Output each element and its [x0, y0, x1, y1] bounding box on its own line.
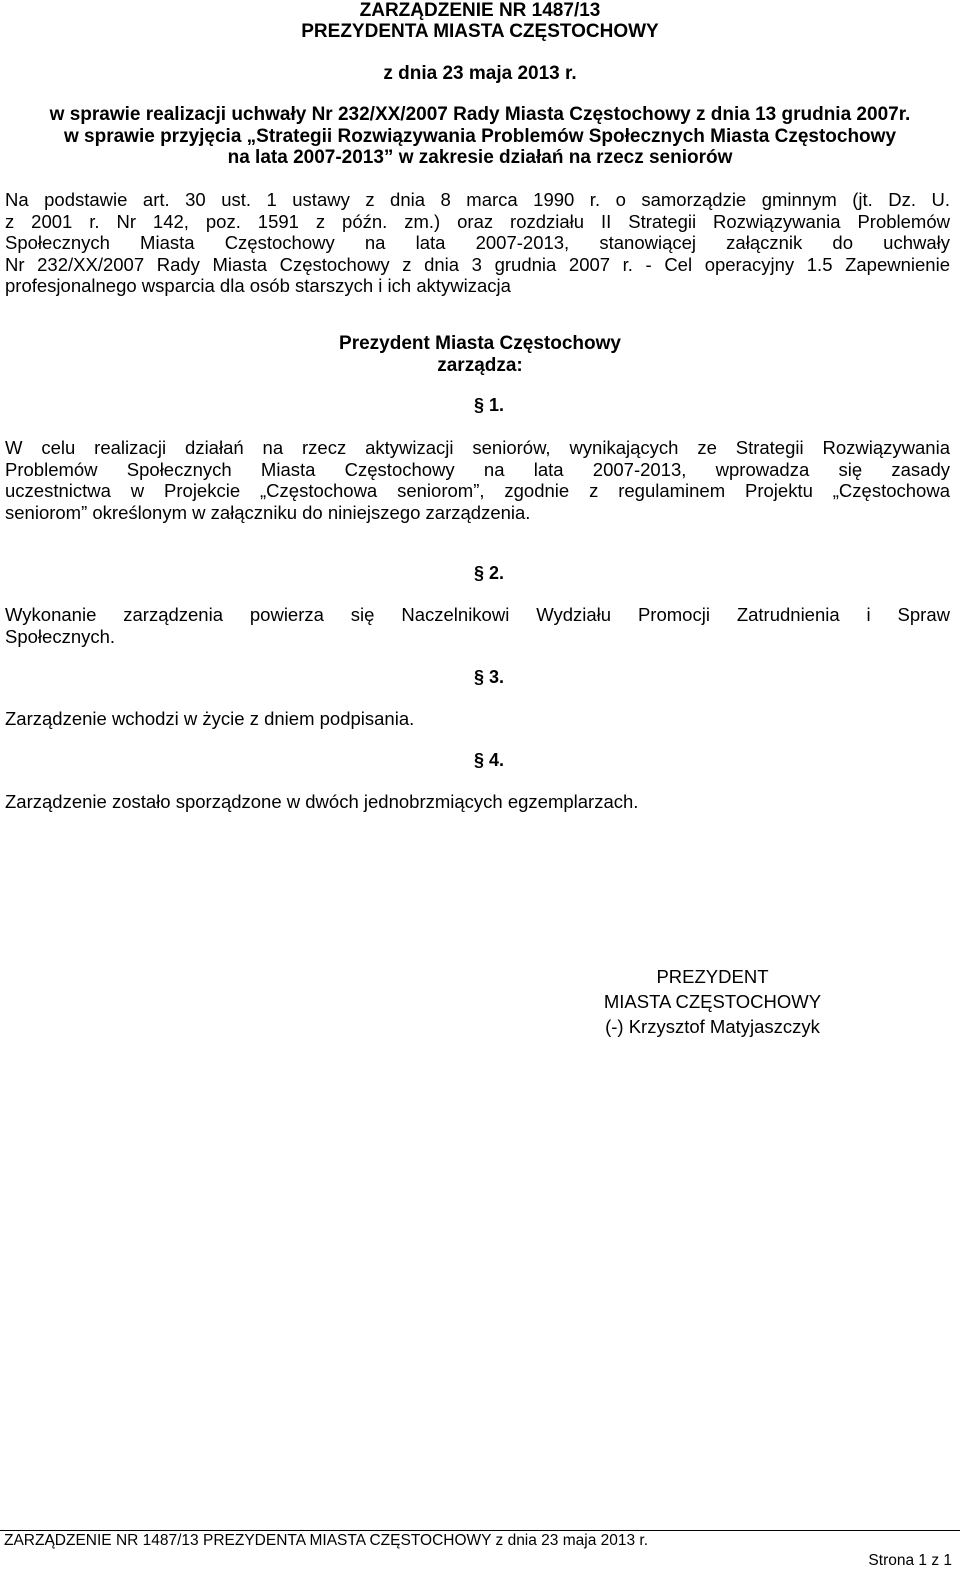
- legal-basis-line4: Nr 232/XX/2007 Rady Miasta Częstochowy z dnia 3 grudnia 2007 r. - Cel operacyjny 1.5 Zapewnienie: [5, 253, 950, 275]
- footer-page-number: Strona 1 z 1: [868, 1552, 952, 1569]
- signature-office: MIASTA CZĘSTOCHOWY: [603, 991, 822, 1012]
- section-3-line1: Zarządzenie wchodzi w życie z dniem podpisania.: [5, 708, 415, 729]
- legal-basis-line5: profesjonalnego wsparcia dla osób starszych i ich aktywizacja: [5, 275, 511, 296]
- signature-title: PREZYDENT: [656, 966, 769, 987]
- legal-basis-line1: Na podstawie art. 30 ust. 1 ustawy z dnia 8 marca 1990 r. o samorządzie gminnym (jt. Dz. U.: [5, 189, 950, 210]
- legal-basis-paragraph: [5, 189, 950, 297]
- document-subject-line3: na lata 2007-2013” w zakresie działań na rzecz seniorów: [227, 147, 733, 168]
- document-subject-line2: w sprawie przyjęcia „Strategii Rozwiązywania Problemów Społecznych Miasta Częstochowy: [63, 126, 897, 147]
- signature-name: (-) Krzysztof Matyjaszczyk: [605, 1016, 820, 1037]
- footer-divider: [0, 1530, 960, 1531]
- enacting-authority: Prezydent Miasta Częstochowy: [339, 333, 621, 354]
- enacting-verb: zarządza:: [437, 355, 523, 376]
- section-2-mark: § 2.: [474, 563, 505, 583]
- section-4-mark: § 4.: [474, 750, 505, 770]
- signature-block: [540, 964, 885, 1039]
- section-2-text: [5, 604, 950, 647]
- section-2-line1: Wykonanie zarządzenia powierza się Naczelnikowi Wydziału Promocji Zatrudnienia i Spraw: [5, 604, 950, 625]
- footer-document-reference: ZARZĄDZENIE NR 1487/13 PREZYDENTA MIASTA CZĘSTOCHOWY z dnia 23 maja 2013 r.: [4, 1532, 649, 1549]
- document-date: z dnia 23 maja 2013 r.: [383, 63, 577, 84]
- section-1-line2: Problemów Społecznych Miasta Częstochowy na lata 2007-2013, wprowadza się zasady: [5, 458, 950, 480]
- section-1-mark: § 1.: [474, 395, 505, 415]
- section-3-mark: § 3.: [474, 667, 505, 687]
- legal-basis-line3: Społecznych Miasta Częstochowy na lata 2007-2013, stanowiącej załącznik do uchwały: [5, 232, 950, 253]
- section-1-line4: seniorom” określonym w załączniku do niniejszego zarządzenia.: [5, 501, 531, 523]
- section-4-line1: Zarządzenie zostało sporządzone w dwóch jednobrzmiących egzemplarzach.: [5, 791, 639, 812]
- document-title-line1: ZARZĄDZENIE NR 1487/13: [359, 0, 601, 21]
- section-1-text: [5, 437, 950, 523]
- document-subject-line1: w sprawie realizacji uchwały Nr 232/XX/2007 Rady Miasta Częstochowy z dnia 13 grudnia 2007r.: [49, 104, 911, 125]
- section-3-text: [5, 708, 950, 730]
- section-4-text: [5, 791, 950, 813]
- section-2-line2: Społecznych.: [5, 625, 116, 647]
- section-1-line1: W celu realizacji działań na rzecz aktywizacji seniorów, wynikających ze Strategii Rozwiązywania: [5, 437, 950, 458]
- section-1-line3: uczestnictwa w Projekcie „Częstochowa seniorom”, zgodnie z regulaminem Projektu „Częstochowa: [5, 480, 950, 501]
- document-title-line2: PREZYDENTA MIASTA CZĘSTOCHOWY: [301, 21, 659, 42]
- legal-basis-line2: z 2001 r. Nr 142, poz. 1591 z późn. zm.) oraz rozdziału II Strategii Rozwiązywania Problemów: [5, 210, 950, 232]
